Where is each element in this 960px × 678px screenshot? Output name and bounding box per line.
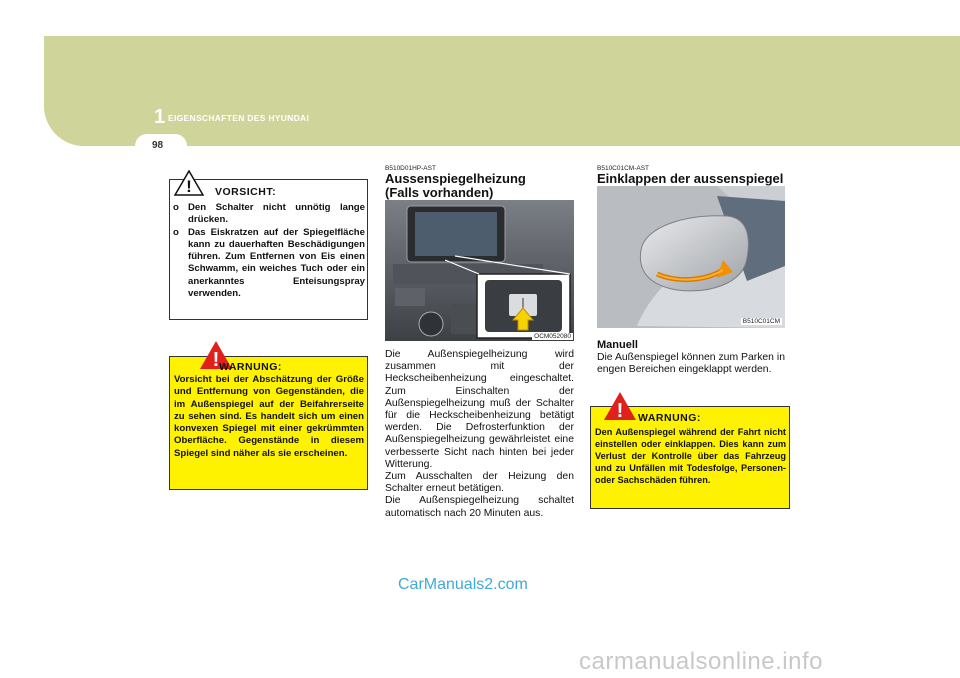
subheading: Manuell [597, 339, 638, 351]
side-mirror-photo [597, 186, 785, 328]
image-label: B510C01CM [742, 318, 780, 325]
svg-text:!: ! [616, 400, 624, 421]
caution-list [173, 202, 365, 300]
dashboard-switch-photo [385, 200, 574, 341]
warning-box [590, 400, 790, 509]
warning-title: WARNUNG: [638, 412, 701, 424]
image-label: OCM052080 [534, 333, 571, 340]
chapter-number: 1 [154, 106, 166, 128]
section-heading: Einklappen der aussenspiegel [597, 171, 784, 186]
page-number: 98 [152, 140, 164, 151]
section-code: B510C01CM-AST [597, 165, 650, 172]
warning-box [169, 349, 368, 490]
watermark-carmanualsonline: carmanualsonline.info [579, 648, 823, 675]
section-body: Die Außenspiegelheizung wird zusammen mit der Heckscheibenheizung eingeschaltet. Zum Einschalten der Außenspiegelheizung muß der Schalter für die Heckscheibenheizung betätigt werden. Die Defrosterfunktion der Außenspiegelheizung gewährleistet eine verbesserte Sicht nach hinten bei jeder Witterung. Zum Ausschalten der Heizung den Schalter erneut betätigen. Die Außenspiegelheizung schaltet automatisch nach 20 Minuten aus. [385, 349, 574, 519]
chapter-header-band [44, 36, 960, 146]
dashboard-illustration [385, 200, 574, 341]
watermark-carmanuals: CarManuals2.com [398, 576, 528, 593]
caution-title: VORSICHT: [215, 186, 277, 198]
warning-title: WARNUNG: [219, 361, 282, 373]
section-body: Die Außenspiegel können zum Parken in engen Bereichen eingeklappt werden. [597, 352, 785, 376]
exclamation-triangle-icon [603, 391, 637, 421]
list-item: o Das Eiskratzen auf der Spiegelfläche kann zu dauerhaften Beschädigungen führen. Zum Entfernen von Eis einen Schwamm, ein weiches Tuch oder ein anerkanntes Enteisungspray verwenden. [173, 226, 365, 300]
exclamation-triangle-icon [174, 170, 204, 196]
caution-box [169, 179, 368, 320]
svg-text:!: ! [212, 349, 220, 370]
section-code: B510D01HP-AST [385, 165, 436, 172]
warning-text: Den Außenspiegel während der Fahrt nicht einstellen oder einklappen. Dies kann zum Verlust der Kontrolle über das Fahrzeug und zu Unfällen mit Todesfolge, Personen- oder Sachschäden führen. [595, 427, 786, 485]
svg-text:!: ! [186, 177, 192, 196]
list-item: o Den Schalter nicht unnötig lange drücken. [173, 202, 365, 226]
mirror-illustration [597, 186, 785, 328]
chapter-title: EIGENSCHAFTEN DES HYUNDAI [168, 113, 310, 123]
warning-text: Vorsicht bei der Abschätzung der Größe und Entfernung von Gegenständen, die im Außenspiegel auf der Beifahrerseite zu sehen sind. Es handelt sich um einen konvexen Spiegel mit einer gekrümmten Oberfläche. Gegenstände in diesem Spiegel sind näher als sie erscheinen. [174, 374, 364, 459]
section-heading: Aussenspiegelheizung (Falls vorhanden) [385, 171, 526, 200]
